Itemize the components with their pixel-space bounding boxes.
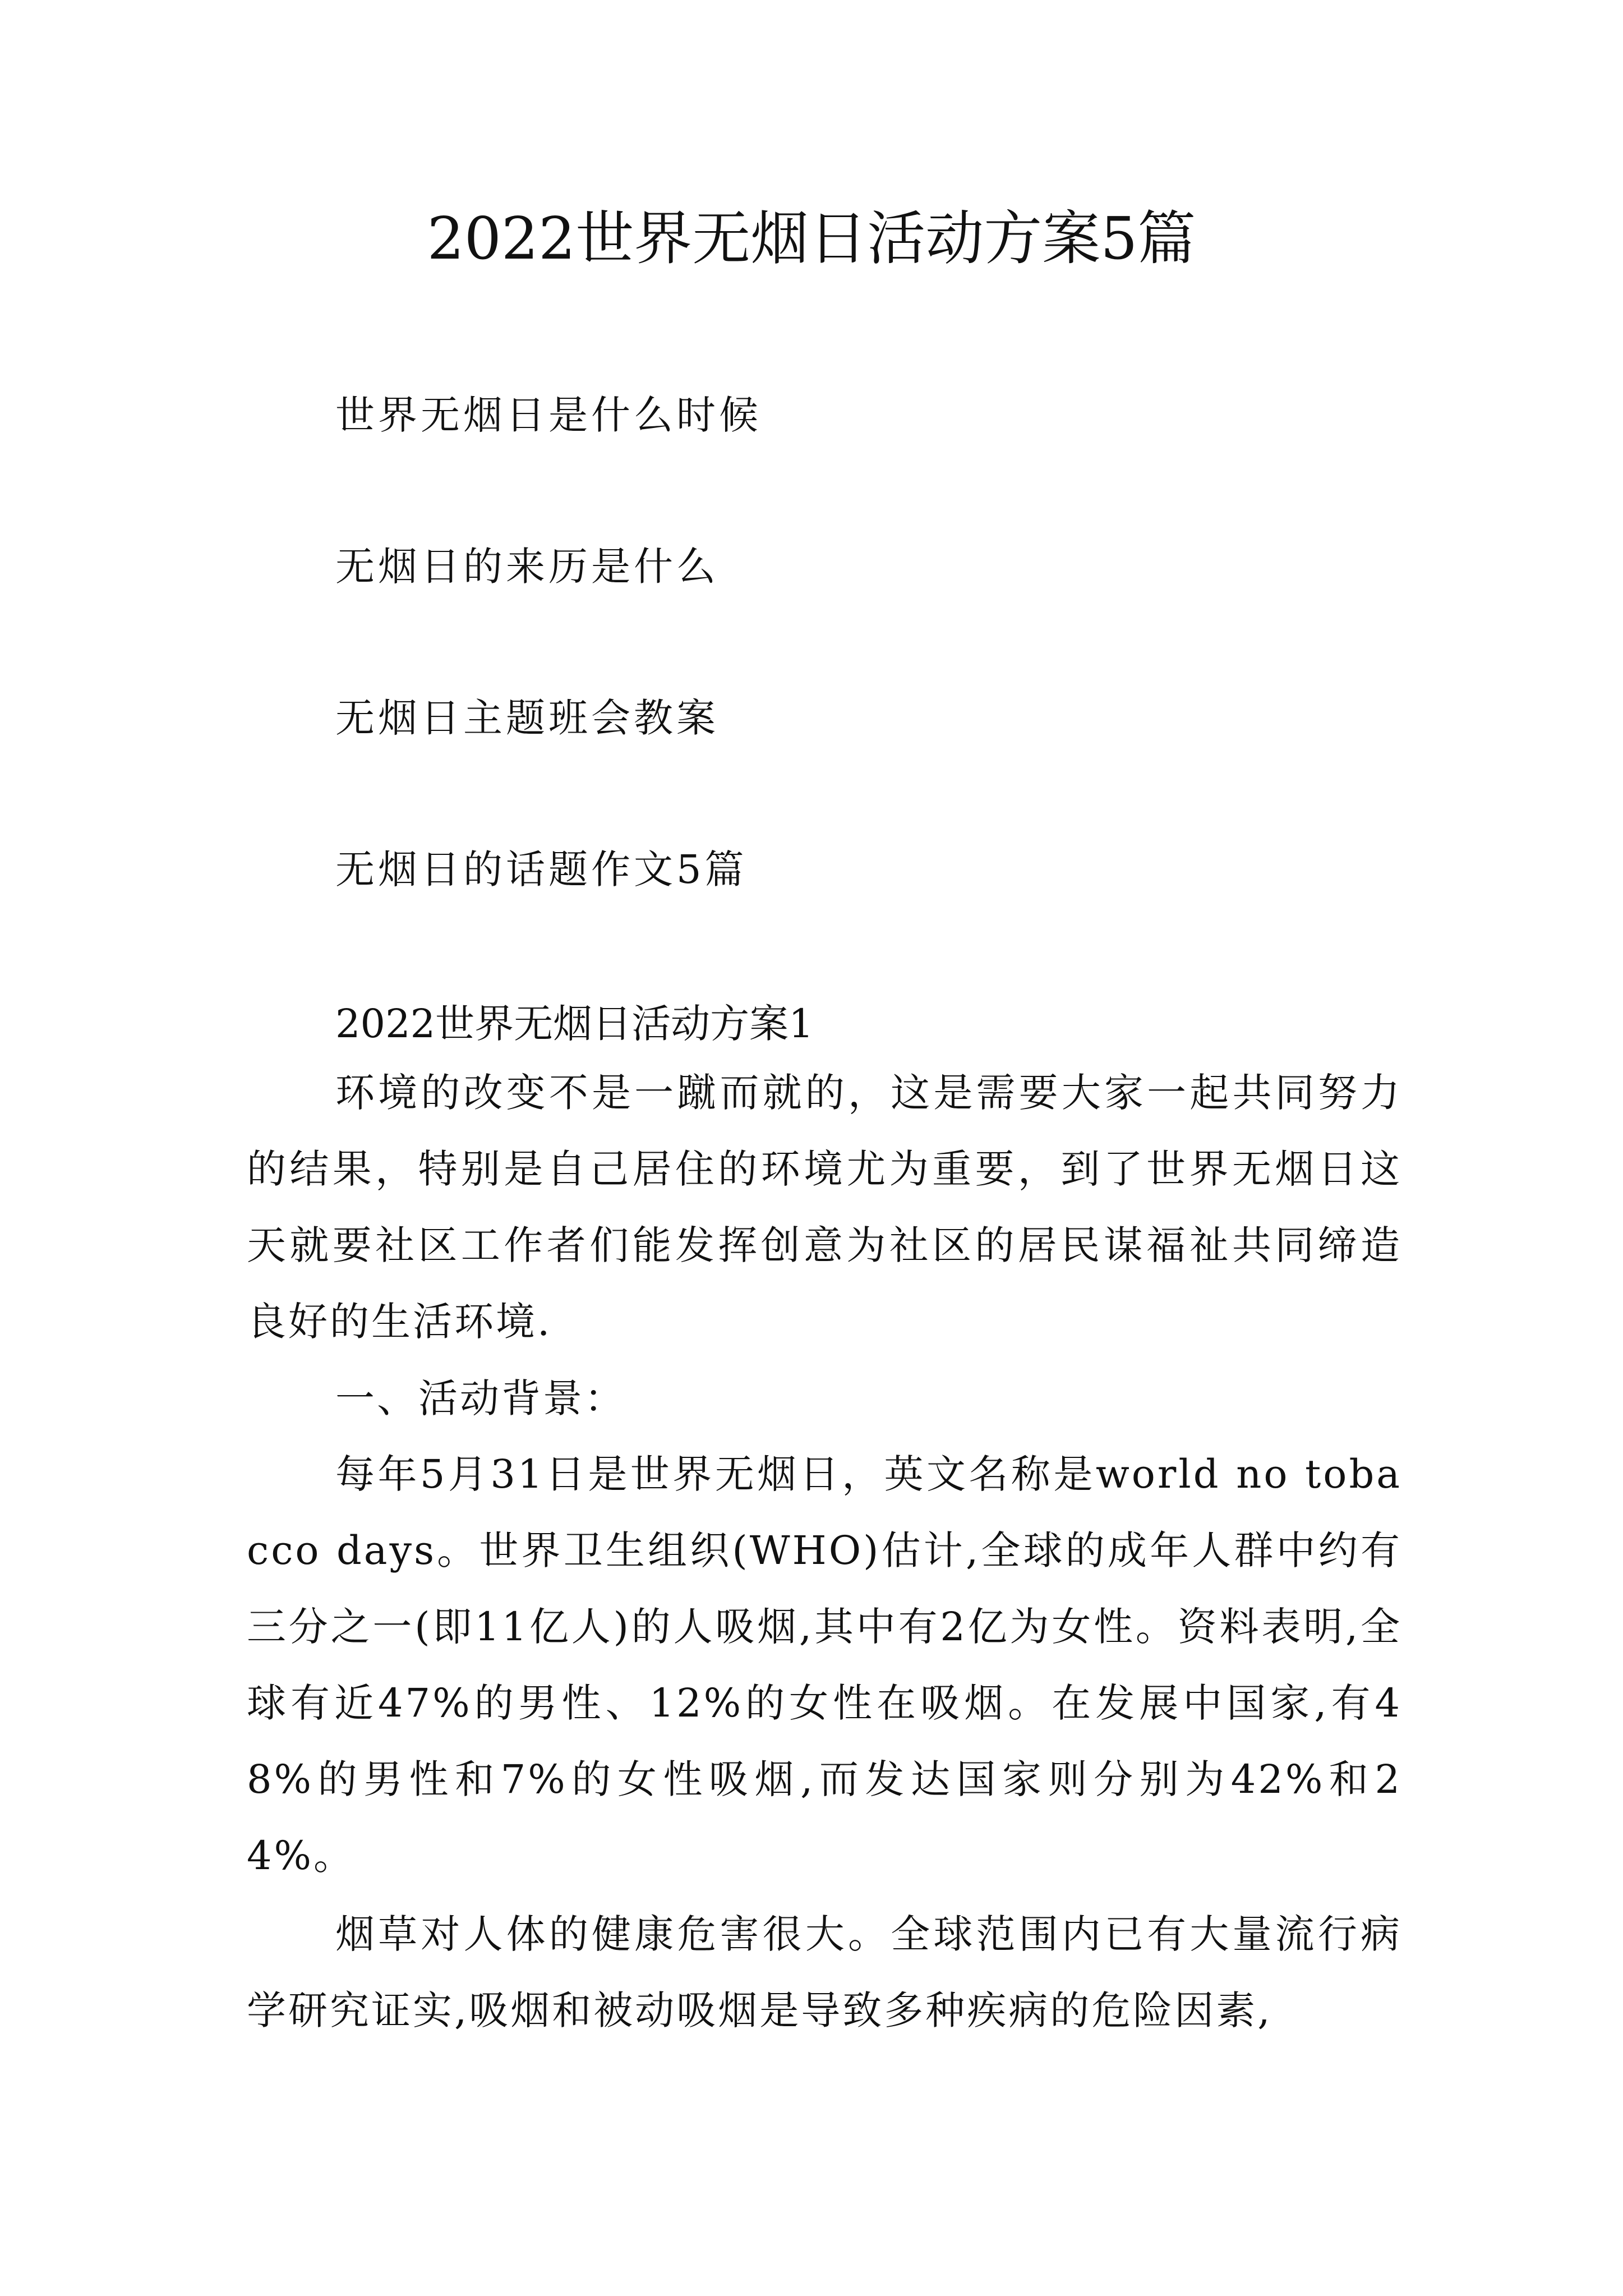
paragraph-background: 每年5月31日是世界无烟日，英文名称是world no tobacco days。世界卫生组织(WHO)估计,全球的成年人群中约有三分之一(即11亿人)的人吸烟,其中有2亿为女性。资料表明,全球有近47%的男性、12%的女性在吸烟。在发展中国家,有48%的男性和7%的女性吸烟,而发达国家则分别为42%和24%。 <box>247 1451 1402 1879</box>
paragraph-intro: 环境的改变不是一蹴而就的，这是需要大家一起共同努力的结果，特别是自己居住的环境尤为重要，到了世界无烟日这天就要社区工作者们能发挥创意为社区的居民谋福祉共同缔造良好的生活环境. <box>247 1070 1402 1345</box>
toc-item-origin: 无烟日的来历是什么 <box>335 544 719 590</box>
toc-item-class-meeting: 无烟日主题班会教案 <box>335 695 719 741</box>
section-heading: 2022世界无烟日活动方案1 <box>335 1001 814 1047</box>
toc-item-when: 世界无烟日是什么时候 <box>335 392 762 438</box>
document-title: 2022世界无烟日活动方案5篇 <box>427 204 1196 273</box>
toc-item-essays: 无烟日的话题作文5篇 <box>335 846 748 892</box>
paragraph-health: 烟草对人体的健康危害很大。全球范围内已有大量流行病学研究证实,吸烟和被动吸烟是导致多种疾病的危险因素, <box>247 1911 1402 2033</box>
paragraph-background-heading: 一、活动背景： <box>335 1375 626 1421</box>
